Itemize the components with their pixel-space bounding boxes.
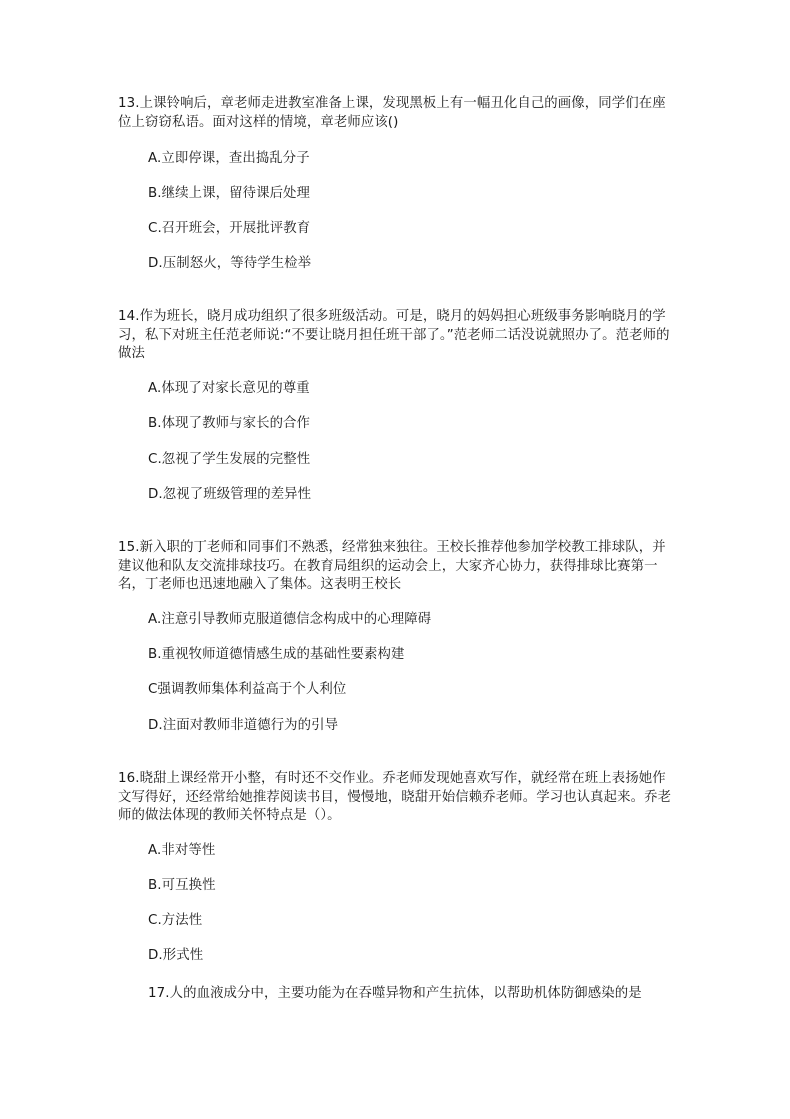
question-13-option-c: C.召开班会，开展批评教育 xyxy=(148,221,311,236)
question-15-option-d: D.注面对教师非道德行为的引导 xyxy=(148,718,339,733)
question-16-option-d: D.形式性 xyxy=(148,948,204,963)
question-14-stem: 14.作为班长，晓月成功组织了很多班级活动。可是，晓月的妈妈担心班级事务影响晓月的学习，私下对班主任范老师说:“不要让晓月担任班干部了。”范老师二话没说就照办了。范老师的做法 xyxy=(118,309,670,361)
question-16-stem: 16.晓甜上课经常开小整，有时还不交作业。乔老师发现她喜欢写作，就经常在班上表扬她作文写得好，还经常给她推荐阅读书目，慢慢地，晓甜开始信赖乔老师。学习也认真起来。乔老师的做法体现的教师关怀特点是（）。 xyxy=(118,771,672,823)
question-15-option-a: A.注意引导教师克服道德信念构成中的心理障碍 xyxy=(148,612,432,627)
question-15-option-c: C强调教师集体利益高于个人利位 xyxy=(148,682,347,697)
question-13-option-b: B.继续上课，留待课后处理 xyxy=(148,186,311,201)
question-13-option-a: A.立即停课，查出捣乱分子 xyxy=(148,151,310,166)
question-14-option-d: D.忽视了班级管理的差异性 xyxy=(148,487,312,502)
question-14-option-a: A.体现了对家长意见的尊重 xyxy=(148,381,310,396)
question-14-option-c: C.忽视了学生发展的完整性 xyxy=(148,452,311,467)
question-15-option-b: B.重视牧师道德情感生成的基础性要素构建 xyxy=(148,647,405,662)
question-16-option-b: B.可互换性 xyxy=(148,878,216,893)
question-15-stem: 15.新入职的丁老师和同事们不熟悉，经常独来独往。王校长推荐他参加学校教工排球队，并建议他和队友交流排球技巧。在教育局组织的运动会上，大家齐心协力，获得排球比赛第一名，丁老师也迅速地融入了集体。这表明王校长 xyxy=(118,540,666,592)
question-16-option-c: C.方法性 xyxy=(148,913,203,928)
question-14-option-b: B.体现了教师与家长的合作 xyxy=(148,416,311,431)
question-16-option-a: A.非对等性 xyxy=(148,843,216,858)
question-17-stem: 17.人的血液成分中，主要功能为在吞噬异物和产生抗体，以帮助机体防御感染的是 xyxy=(148,986,642,1001)
question-13-option-d: D.压制怒火，等待学生检举 xyxy=(148,256,312,271)
question-13-stem: 13.上课铃响后，章老师走进教室准备上课，发现黑板上有一幅丑化自己的画像，同学们在座位上窃窃私语。面对这样的情境，章老师应该() xyxy=(118,96,666,130)
